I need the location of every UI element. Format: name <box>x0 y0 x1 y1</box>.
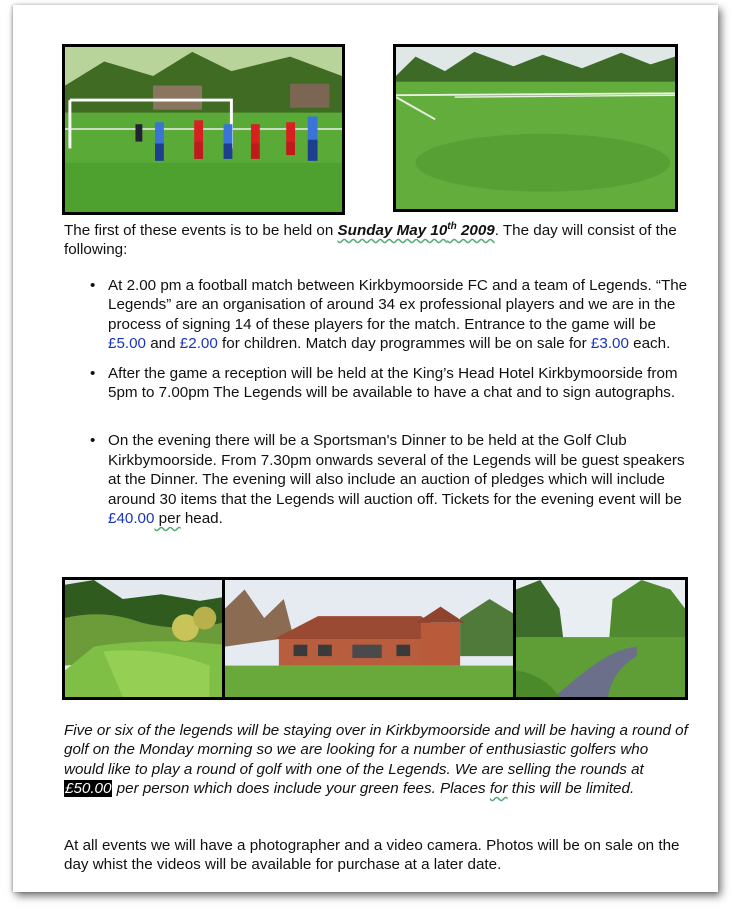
football-text-3: for children. Match day programmes will be on sale for <box>217 335 591 353</box>
golf-course-photo <box>62 577 226 700</box>
football-text-4: each. <box>628 335 671 353</box>
dinner-price: £40.00 <box>108 510 155 528</box>
intro-text-after: . The day will consist of the following: <box>64 222 677 259</box>
football-pitch-photo <box>393 44 678 212</box>
reception-text: After the game a reception will be held at the King’s Head Hotel Kirkbymoorside from 5pm to 7.00pm The Legends will be available to have a chat and to sign autographs. <box>108 364 678 402</box>
programme-price: £3.00 <box>590 335 629 353</box>
golf-text-2: per person which does include your green fees. Places <box>112 780 490 798</box>
child-price: £2.00 <box>179 335 218 353</box>
event-date <box>338 222 495 239</box>
closing-paragraph: At all events we will have a photographer and a video camera. Photos will be on sale on the day whist the videos will be available for purchase at a later date. <box>64 837 680 874</box>
intro-paragraph <box>64 217 684 260</box>
event-date-year: 2009 <box>456 222 495 240</box>
golf-round-price: £50.00 <box>65 780 112 798</box>
event-list <box>88 276 688 528</box>
golf-text-for: for <box>489 780 508 798</box>
intro-text-before: The first of these events is to be held on <box>64 222 338 240</box>
golf-clubhouse-photo <box>222 577 516 700</box>
golf-text: Five or six of the legends will be staying over in Kirkbymoorside and will be having a round of golf on the Monday morning so we are looking for a number of enthusiastic golfers who would like to play a round of golf with one of the Legends. We are selling the rounds at <box>64 722 688 778</box>
adult-price: £5.00 <box>108 335 147 353</box>
football-text: At 2.00 pm a football match between Kirkbymoorside FC and a team of Legends. “The Legends” are an organisation of around 34 ex professional players and we are in the process of signing 14 of these players for the match. Entrance to the game will be <box>108 277 688 333</box>
dinner-text: On the evening there will be a Sportsman's Dinner to be held at the Golf Club Kirkbymoorside. From 7.30pm onwards several of the Legends will be guest speakers at the Dinner. The evening will also include an auction of pledges which will include around 30 items that the Legends will auction off. Tickets for the evening event will be <box>108 432 685 508</box>
golf-paragraph <box>64 721 689 799</box>
list-item-football <box>88 276 688 354</box>
football-match-photo <box>62 44 345 215</box>
golf-text-3: this will be limited. <box>507 780 635 798</box>
dinner-text-head: head. <box>180 510 223 528</box>
list-item-reception <box>88 364 688 403</box>
dinner-text-per: per <box>154 510 181 528</box>
list-item-dinner <box>88 431 688 528</box>
event-date-suffix: th <box>447 221 457 232</box>
event-date-main: Sunday May 10 <box>337 222 448 240</box>
river-photo <box>513 577 688 700</box>
football-text-2: and <box>146 335 180 353</box>
